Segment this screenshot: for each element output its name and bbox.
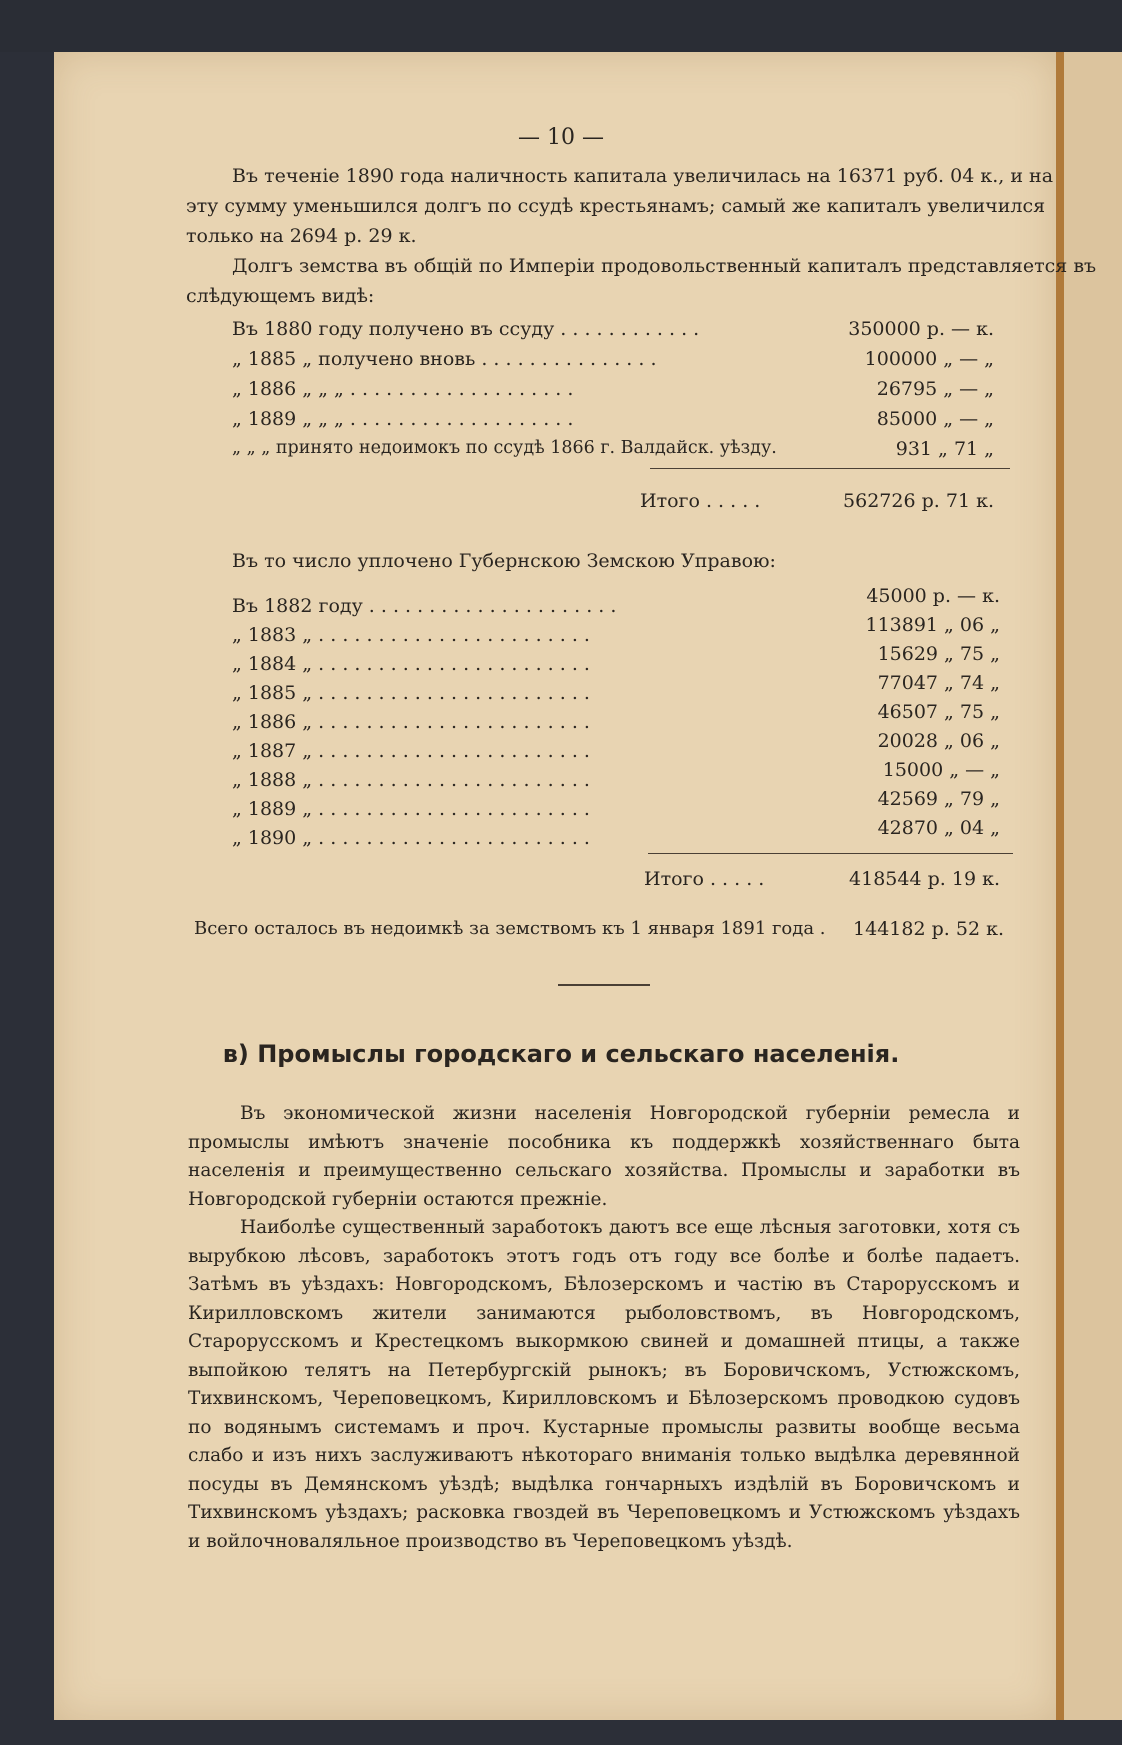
paid-row-label: Въ 1882 году . . . . . . . . . . . . . . . . . . . . . [232,595,617,617]
paid-row-label: „ 1884 „ . . . . . . . . . . . . . . . . . . . . . . . [232,653,590,675]
paid-row-amount: 77047 „ 74 „ [877,672,1000,694]
debt-row-amount: 100000 „ — „ [864,348,994,370]
paid-total-label: Итого . . . . . [644,868,765,890]
paragraph-2: Наиболѣе существенный заработокъ даютъ все еще лѣсныя заготовки, хотя съ вырубкою лѣсовъ, заработокъ этотъ годъ отъ году все болѣе и болѣе падаетъ. Затѣмъ въ уѣздахъ: Новгородскомъ, Бѣлозерскомъ и частію въ Старорусскомъ и Кирилловскомъ жители занимаются рыболовствомъ, въ Новгородскомъ, Старорусскомъ и Крестецкомъ выкормкою свиней и домашней птицы, а также выпойкою телятъ на Петербургскій рынокъ; въ Боровичскомъ, Устюжскомъ, Тихвинскомъ, Череповецкомъ, Кирилловскомъ и Бѣлозерскомъ проводкою судовъ по водянымъ системамъ и проч. Кустарные промыслы развиты вообще весьма слабо и изъ нихъ заслуживаютъ нѣкотораго вниманія только выдѣлка деревянной посуды въ Демянскомъ уѣздѣ; выдѣлка гончарныхъ издѣлій въ Боровичскомъ и Тихвинскомъ уѣздахъ; расковка гвоздей въ Череповецкомъ и Устюжскомъ уѣздахъ и войлочноваляльное производство въ Череповецкомъ уѣздѣ. [188,1217,1020,1552]
paid-intro: Въ то число уплочено Губернскою Земскою Управою: [232,550,776,572]
intro-line-1: Въ теченіе 1890 года наличность капитала увеличилась на 16371 руб. 04 к., и на [232,165,1054,187]
paid-row-amount: 46507 „ 75 „ [877,701,1000,723]
debt-row-label: „ „ „ принято недоимокъ по ссудѣ 1866 г. Валдайск. уѣзду. [232,438,777,458]
paid-row-label: „ 1886 „ . . . . . . . . . . . . . . . . . . . . . . . [232,711,590,733]
remaining-amount: 144182 р. 52 к. [853,918,1004,940]
intro-line-3: только на 2694 р. 29 к. [186,225,417,247]
next-page-edge [1064,52,1122,1720]
paid-row-amount: 42569 „ 79 „ [877,788,1000,810]
paid-row-amount: 15629 „ 75 „ [877,643,1000,665]
paid-row-amount: 42870 „ 04 „ [877,817,1000,839]
debt-row-label: „ 1889 „ „ „ . . . . . . . . . . . . . . . . . . . [232,408,574,430]
paid-row-label: „ 1887 „ . . . . . . . . . . . . . . . . . . . . . . . [232,740,590,762]
debt-row-label: „ 1886 „ „ „ . . . . . . . . . . . . . . . . . . . [232,378,574,400]
paid-row-label: „ 1885 „ . . . . . . . . . . . . . . . . . . . . . . . [232,682,590,704]
paid-row-amount: 45000 р. — к. [866,585,1000,607]
paid-row-amount: 15000 „ — „ [882,759,1000,781]
intro-line-2: эту сумму уменьшился долгъ по ссудѣ крестьянамъ; самый же капиталъ увеличился [186,195,1046,217]
debt-total-label: Итого . . . . . [640,490,761,512]
paid-row-label: „ 1889 „ . . . . . . . . . . . . . . . . . . . . . . . [232,798,590,820]
paid-row-label: „ 1888 „ . . . . . . . . . . . . . . . . . . . . . . . [232,769,590,791]
paragraph-1: Въ экономической жизни населенія Новгородской губерніи ремесла и промыслы имѣютъ значеніе пособника къ поддержкѣ хозяйственнаго быта населенія и преимущественно сельскаго хозяйства. Промыслы и заработки въ Новгородской губерніи остаются прежніе. [188,1103,1020,1210]
page-gutter [1056,52,1064,1720]
total-rule [648,853,1013,854]
debt-row-label: „ 1885 „ получено вновь . . . . . . . . . . . . . . . [232,348,657,370]
remaining-label: Всего осталось въ недоимкѣ за земствомъ къ 1 января 1891 года . [194,918,826,939]
section-heading: в) Промыслы городскаго и сельскаго населенія. [222,1040,900,1068]
paid-row-label: „ 1883 „ . . . . . . . . . . . . . . . . . . . . . . . [232,624,590,646]
paid-row-amount: 20028 „ 06 „ [877,730,1000,752]
debt-row-amount: 931 „ 71 „ [895,438,994,460]
page-number: — 10 — [518,125,604,150]
intro-line-5: слѣдующемъ видѣ: [186,285,375,307]
section-divider [558,984,650,986]
debt-total-amount: 562726 р. 71 к. [843,490,994,512]
debt-row-amount: 26795 „ — „ [876,378,994,400]
debt-row-amount: 85000 „ — „ [876,408,994,430]
total-rule [650,468,1010,469]
body-text [188,1100,1020,1556]
paid-row-amount: 113891 „ 06 „ [865,614,1000,636]
scan-background [0,0,1122,52]
paid-total-amount: 418544 р. 19 к. [849,868,1000,890]
paid-row-label: „ 1890 „ . . . . . . . . . . . . . . . . . . . . . . . [232,827,590,849]
intro-line-4: Долгъ земства въ общій по Имперіи продовольственный капиталъ представляется въ [232,255,1097,277]
debt-row-amount: 350000 р. — к. [848,318,994,340]
debt-row-label: Въ 1880 году получено въ ссуду . . . . . . . . . . . . [232,318,700,340]
